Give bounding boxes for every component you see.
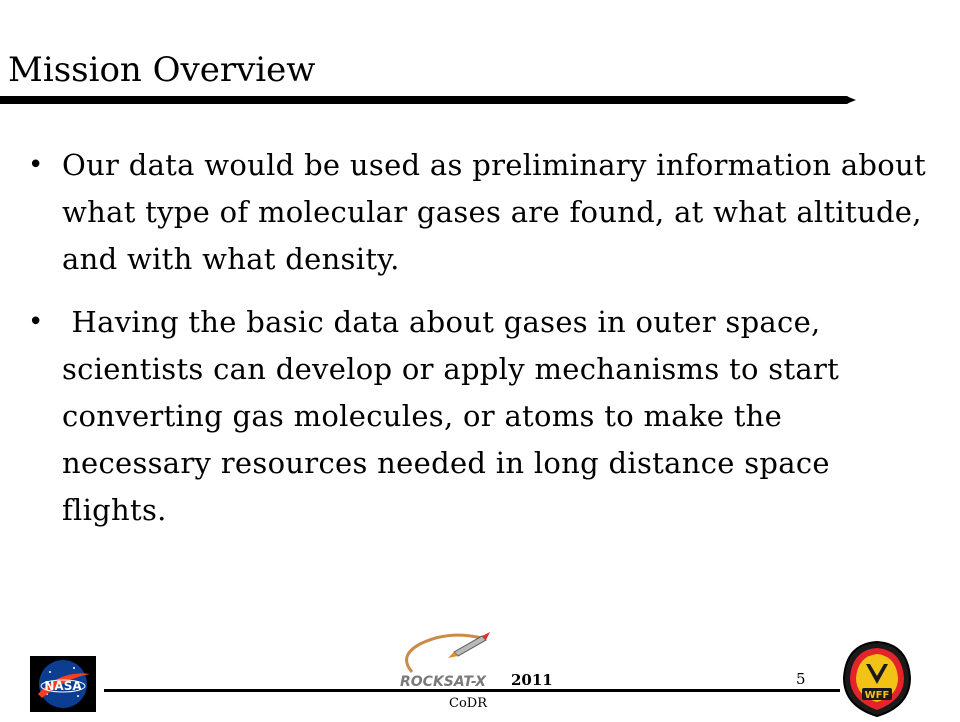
nasa-logo-icon xyxy=(30,656,96,712)
wff-logo-text: WFF xyxy=(864,690,890,701)
title-underline xyxy=(0,96,850,104)
bullet-item xyxy=(28,142,928,283)
bullet-text: Our data would be used as preliminary information about what type of molecular gases are found, at what altitude, and with what density. xyxy=(62,148,926,276)
rocksat-logo-text: ROCKSAT-X xyxy=(400,674,487,690)
footer-label: CoDR xyxy=(449,696,487,711)
page-number: 5 xyxy=(796,670,806,688)
footer-year: 2011 xyxy=(511,671,553,689)
title-underline-tip xyxy=(846,96,856,104)
wff-logo-icon xyxy=(840,640,914,718)
rocksat-logo-icon xyxy=(390,628,512,694)
slide-title: Mission Overview xyxy=(8,50,316,90)
bullet-list xyxy=(28,142,928,534)
nasa-logo-text: NASA xyxy=(44,679,82,693)
bullet-text: Having the basic data about gases in outer space, scientists can develop or apply mechanisms to start converting gas molecules, or atoms to make the necessary resources needed in long distance space flights. xyxy=(62,305,849,527)
bullet-item xyxy=(28,299,928,534)
bullet-dot-icon: • xyxy=(28,307,44,337)
bullet-dot-icon: • xyxy=(28,150,44,180)
